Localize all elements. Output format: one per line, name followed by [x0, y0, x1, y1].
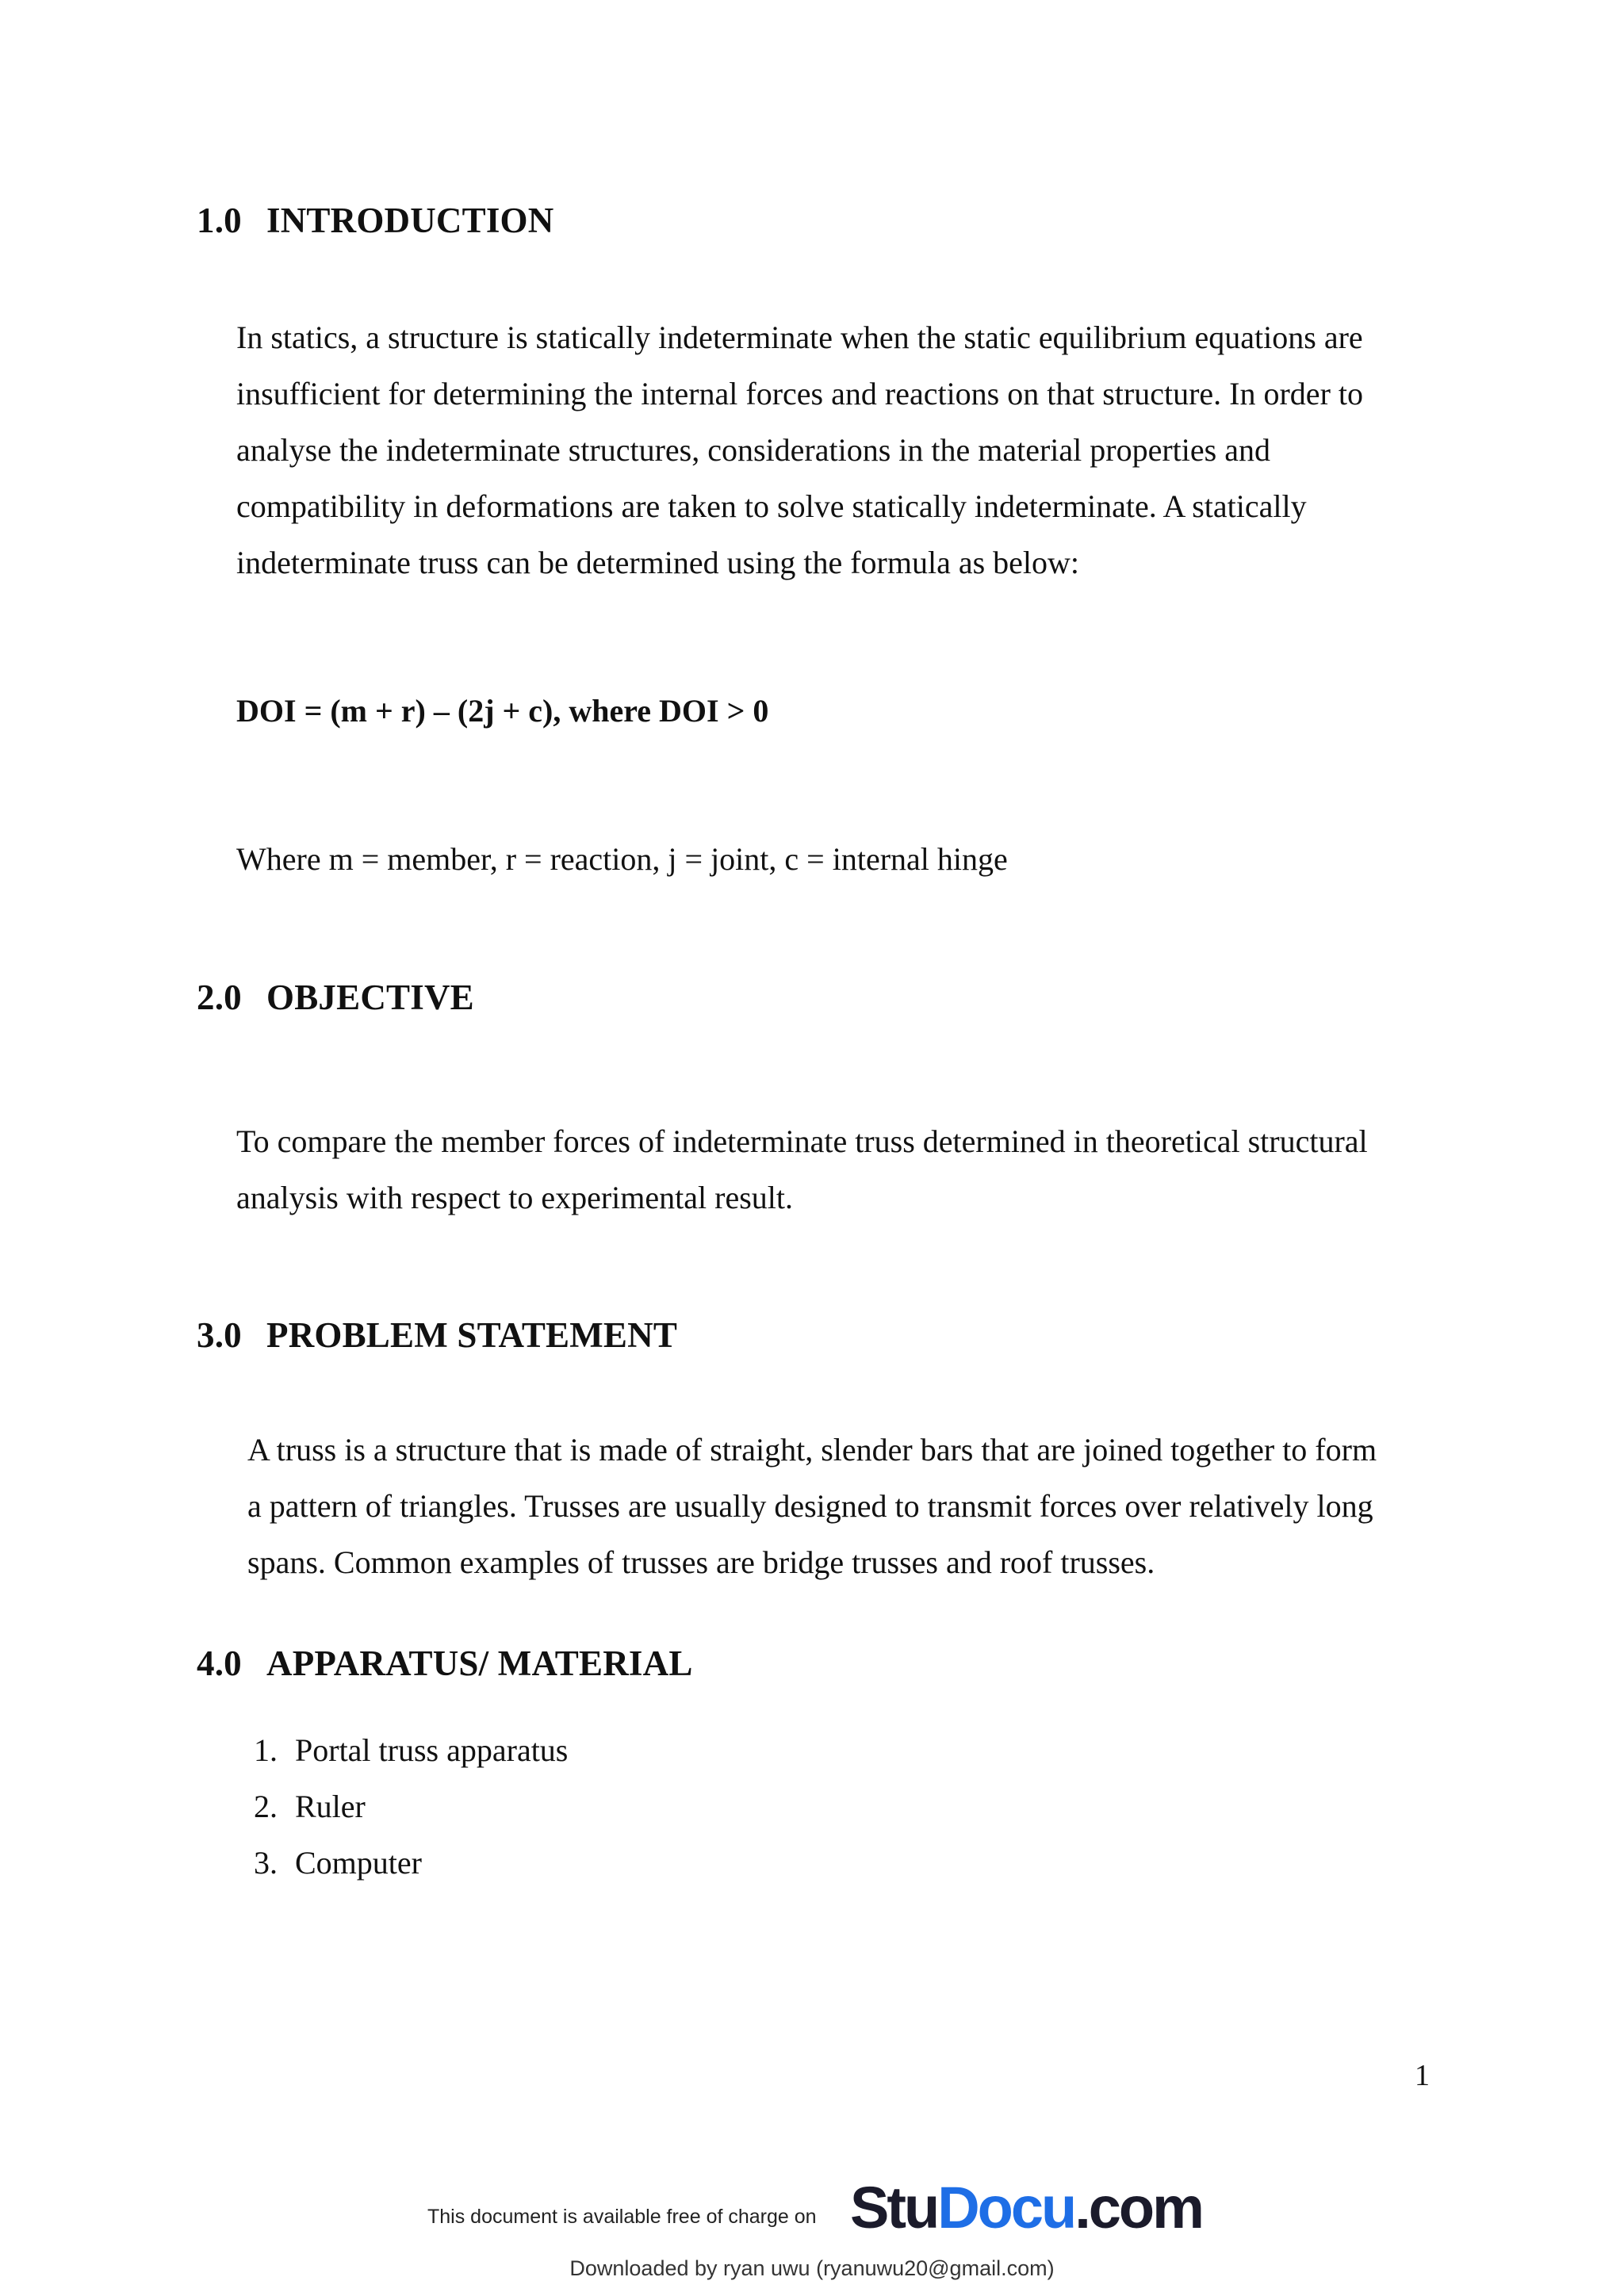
paragraph-line: compatibility in deformations are taken to solve statically indeterminate. A statically [236, 488, 1307, 524]
formula-variable-definitions: Where m = member, r = reaction, j = joint, c = internal hinge [236, 841, 1008, 877]
availability-text: This document is available free of charge on [427, 2206, 817, 2228]
list-item [254, 1722, 568, 1778]
section-title: OBJECTIVE [266, 978, 474, 1017]
list-item-text: Ruler [295, 1789, 366, 1824]
list-item-text: Computer [295, 1845, 422, 1881]
section-heading-apparatus [197, 1643, 693, 1684]
logo-part-com: .com [1074, 2175, 1202, 2241]
paragraph-line: analysis with respect to experimental result. [236, 1180, 794, 1215]
studocu-footer-banner[interactable] [420, 2172, 1229, 2244]
section-heading-introduction [197, 200, 553, 241]
logo-part-docu: Docu [937, 2175, 1075, 2241]
studocu-logo[interactable] [850, 2176, 1202, 2240]
doi-formula: DOI = (m + r) – (2j + c), where DOI > 0 [236, 693, 769, 729]
section-heading-problem-statement [197, 1314, 677, 1356]
paragraph-line: In statics, a structure is statically indeterminate when the static equilibrium equations are [236, 320, 1363, 355]
introduction-paragraph [236, 309, 1363, 591]
logo-part-stu: Stu [850, 2175, 938, 2241]
list-item [254, 1778, 568, 1835]
paragraph-line: To compare the member forces of indeterminate truss determined in theoretical structural [236, 1123, 1368, 1159]
apparatus-list [254, 1722, 568, 1891]
paragraph-line: A truss is a structure that is made of straight, slender bars that are joined together to form [247, 1432, 1377, 1468]
paragraph-line: spans. Common examples of trusses are bridge trusses and roof trusses. [247, 1544, 1155, 1580]
paragraph-line: a pattern of triangles. Trusses are usually designed to transmit forces over relatively long [247, 1488, 1373, 1524]
paragraph-line: analyse the indeterminate structures, considerations in the material properties and [236, 432, 1270, 468]
section-number: 1.0 [197, 201, 242, 240]
objective-paragraph [236, 1113, 1368, 1226]
section-heading-objective [197, 977, 474, 1018]
list-item-text: Portal truss apparatus [295, 1732, 569, 1768]
section-number: 4.0 [197, 1644, 242, 1683]
problem-statement-paragraph [247, 1422, 1377, 1590]
list-item-number: 3. [254, 1845, 278, 1881]
section-number: 2.0 [197, 978, 242, 1017]
section-title: INTRODUCTION [266, 201, 554, 240]
section-title: PROBLEM STATEMENT [266, 1315, 678, 1355]
list-item-number: 2. [254, 1789, 278, 1824]
section-title: APPARATUS/ MATERIAL [266, 1644, 693, 1683]
page-number: 1 [1415, 2059, 1430, 2092]
list-item [254, 1835, 568, 1891]
paragraph-line: indeterminate truss can be determined using the formula as below: [236, 545, 1080, 580]
paragraph-line: insufficient for determining the internal forces and reactions on that structure. In order to [236, 376, 1363, 411]
list-item-number: 1. [254, 1732, 278, 1768]
section-number: 3.0 [197, 1315, 242, 1355]
downloaded-by-notice: Downloaded by ryan uwu (ryanuwu20@gmail.com) [569, 2256, 1055, 2280]
